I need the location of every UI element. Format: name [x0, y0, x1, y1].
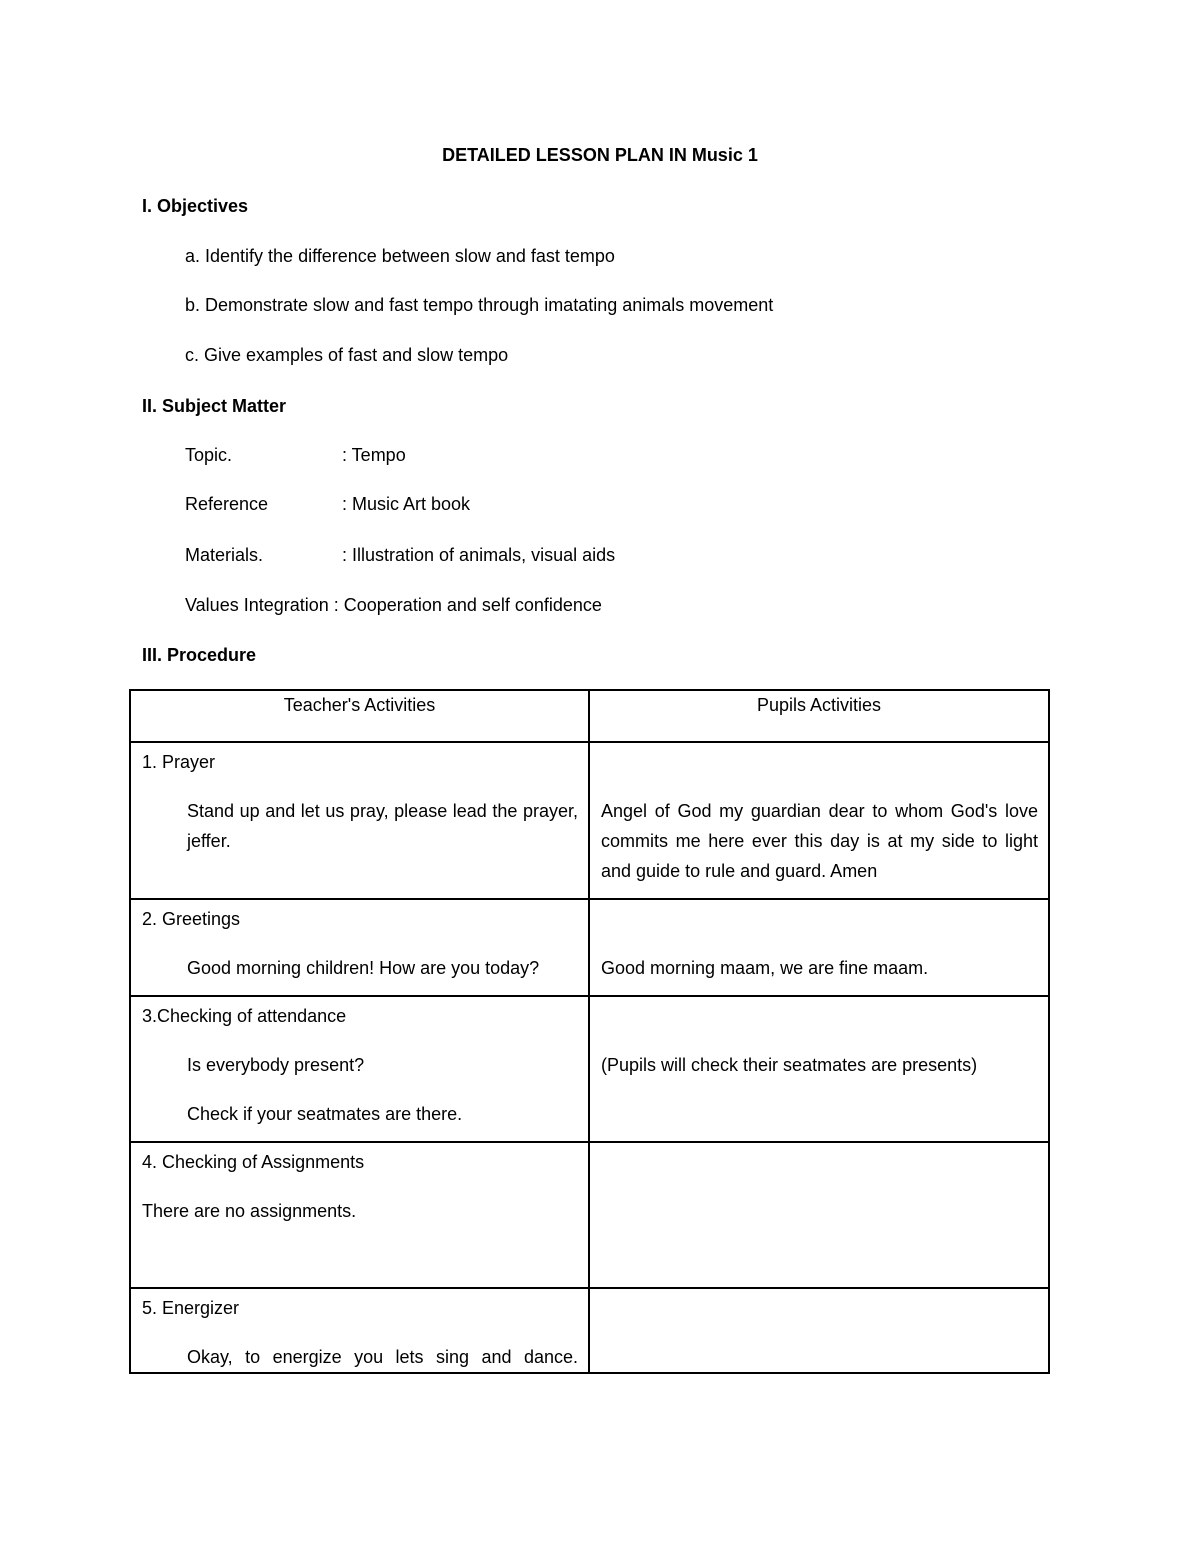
procedure-table: [129, 689, 1050, 1374]
pupil-cell: [589, 899, 1049, 996]
column-header-teacher: Teacher's Activities: [130, 690, 589, 742]
subject-matter-label: Topic.: [185, 445, 233, 465]
step-heading: 5. Energizer: [142, 1298, 240, 1318]
subject-matter-value: : Music Art book: [342, 494, 471, 514]
pupil-cell: [589, 742, 1049, 899]
step-heading: 3.Checking of attendance: [142, 1006, 347, 1026]
teacher-text: Check if your seatmates are there.: [187, 1104, 463, 1124]
table-row: [130, 899, 1049, 996]
subject-matter-value: : Tempo: [342, 445, 406, 465]
pupil-cell: [589, 996, 1049, 1142]
teacher-text: Okay, to energize you lets sing and dance.: [187, 1347, 578, 1367]
teacher-text: There are no assignments.: [142, 1201, 357, 1221]
table-row: [130, 996, 1049, 1142]
procedure-heading: III. Procedure: [142, 645, 257, 665]
step-heading: 1. Prayer: [142, 752, 216, 772]
subject-matter-row: [185, 494, 470, 515]
pupil-cell: [589, 1288, 1049, 1373]
teacher-cell: [130, 1288, 589, 1373]
table-row: [130, 1142, 1049, 1288]
pupil-cell: [589, 1142, 1049, 1288]
step-heading: 4. Checking of Assignments: [142, 1152, 365, 1172]
subject-matter-label: Materials.: [185, 545, 264, 565]
teacher-text: Stand up and let us pray, please lead the prayer, jeffer.: [187, 801, 578, 851]
page-title: DETAILED LESSON PLAN IN Music 1: [442, 145, 758, 165]
objective-item: b. Demonstrate slow and fast tempo through imatating animals movement: [185, 295, 774, 315]
subject-matter-value: : Illustration of animals, visual aids: [342, 545, 616, 565]
column-header-pupils: Pupils Activities: [589, 690, 1049, 742]
teacher-text: Is everybody present?: [187, 1055, 365, 1075]
table-row: [130, 1288, 1049, 1373]
subject-matter-row: [185, 545, 615, 566]
subject-matter-heading: II. Subject Matter: [142, 396, 287, 416]
objective-item: c. Give examples of fast and slow tempo: [185, 345, 509, 365]
teacher-text: Good morning children! How are you today?: [187, 958, 540, 978]
teacher-cell: [130, 742, 589, 899]
values-integration: Values Integration : Cooperation and self confidence: [185, 595, 602, 615]
table-header-row: [130, 690, 1049, 742]
teacher-cell: [130, 899, 589, 996]
teacher-cell: [130, 1142, 589, 1288]
pupil-text: (Pupils will check their seatmates are presents): [601, 1055, 978, 1075]
subject-matter-row: [185, 445, 406, 466]
table-row: [130, 742, 1049, 899]
step-heading: 2. Greetings: [142, 909, 241, 929]
pupil-text: Good morning maam, we are fine maam.: [601, 958, 929, 978]
teacher-cell: [130, 996, 589, 1142]
pupil-text: Angel of God my guardian dear to whom God's love commits me here ever this day is at my side to light and guide to rule and guard. Amen: [601, 801, 1038, 881]
subject-matter-label: Reference: [185, 494, 269, 514]
objective-item: a. Identify the difference between slow and fast tempo: [185, 246, 615, 266]
objectives-heading: I. Objectives: [142, 196, 249, 216]
